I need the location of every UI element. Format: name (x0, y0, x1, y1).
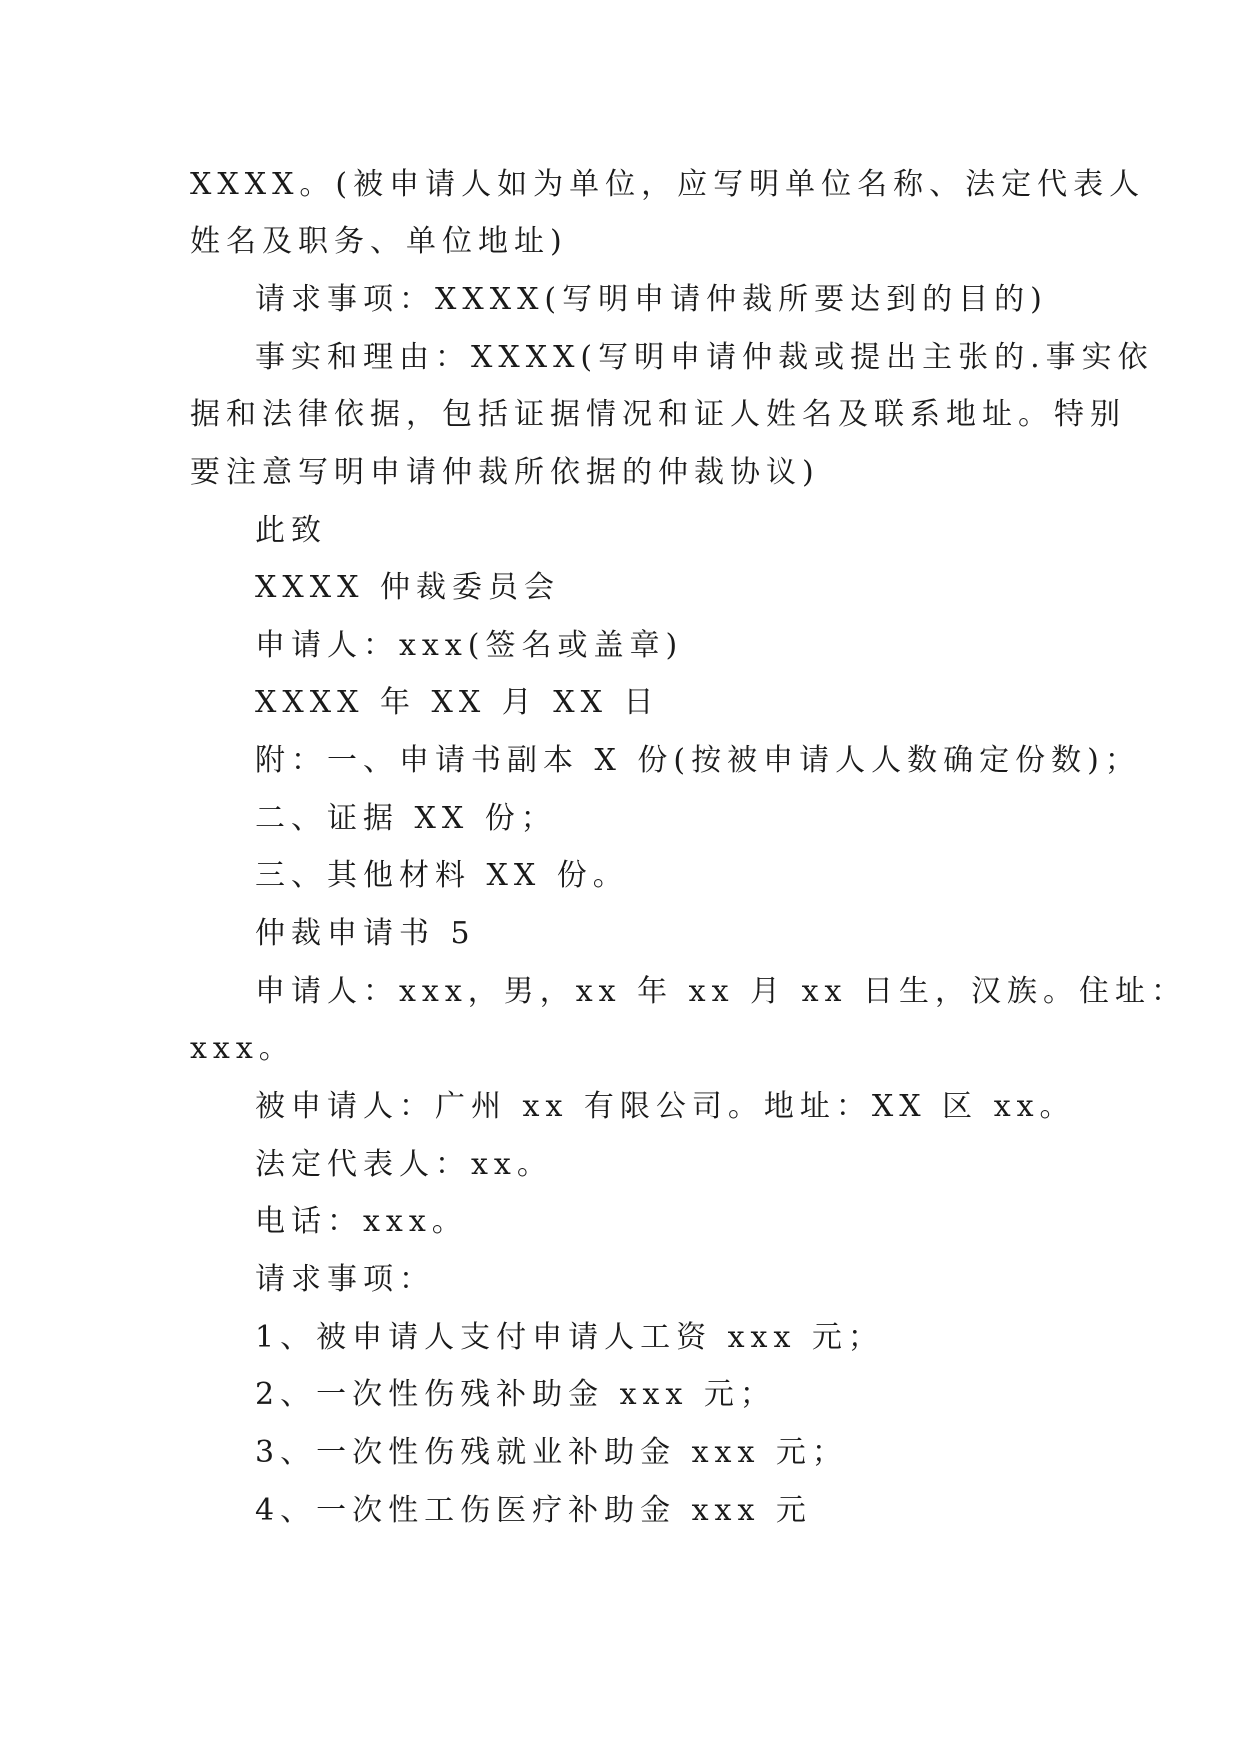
paragraph-line: xxx。 (190, 1031, 295, 1066)
paragraph-line: 电话：xxx。 (255, 1204, 468, 1239)
attachment-line: 二、证据 XX 份； (255, 801, 557, 836)
list-item: 2、一次性伤残补助金 xxx 元； (255, 1377, 776, 1412)
paragraph-line: 事实和理由：XXXX(写明申请仲裁或提出主张的.事实依 (255, 340, 1154, 375)
paragraph-line: 据和法律依据，包括证据情况和证人姓名及联系地址。特别 (190, 397, 1126, 432)
attachment-line: 三、其他材料 XX 份。 (255, 858, 629, 893)
list-item: 3、一次性伤残就业补助金 xxx 元； (255, 1435, 848, 1470)
section-title: 仲裁申请书 5 (255, 916, 476, 951)
paragraph-line: XXXX。(被申请人如为单位，应写明单位名称、法定代表人 (190, 167, 1146, 202)
attachment-line: 附：一、申请书副本 X 份(按被申请人人数确定份数)； (255, 743, 1141, 778)
paragraph-line: 姓名及职务、单位地址) (190, 224, 568, 259)
paragraph-line: 要注意写明申请仲裁所依据的仲裁协议) (190, 455, 820, 490)
paragraph-line: 法定代表人：xx。 (255, 1147, 553, 1182)
list-item: 4、一次性工伤医疗补助金 xxx 元 (255, 1493, 812, 1528)
date-line: XXXX 年 XX 月 XX 日 (255, 685, 660, 720)
recipient-line: XXXX 仲裁委员会 (255, 570, 560, 605)
paragraph-line: 请求事项： (255, 1262, 435, 1297)
paragraph-line: 被申请人：广州 xx 有限公司。地址：XX 区 xx。 (255, 1089, 1076, 1124)
list-item: 1、被申请人支付申请人工资 xxx 元； (255, 1320, 884, 1355)
salutation-line: 此致 (255, 513, 327, 548)
paragraph-line: 申请人：xxx，男，xx 年 xx 月 xx 日生，汉族。住址： (255, 974, 1187, 1009)
paragraph-line: 请求事项：XXXX(写明申请仲裁所要达到的目的) (255, 282, 1048, 317)
applicant-signature-line: 申请人：xxx(签名或盖章) (255, 628, 684, 663)
